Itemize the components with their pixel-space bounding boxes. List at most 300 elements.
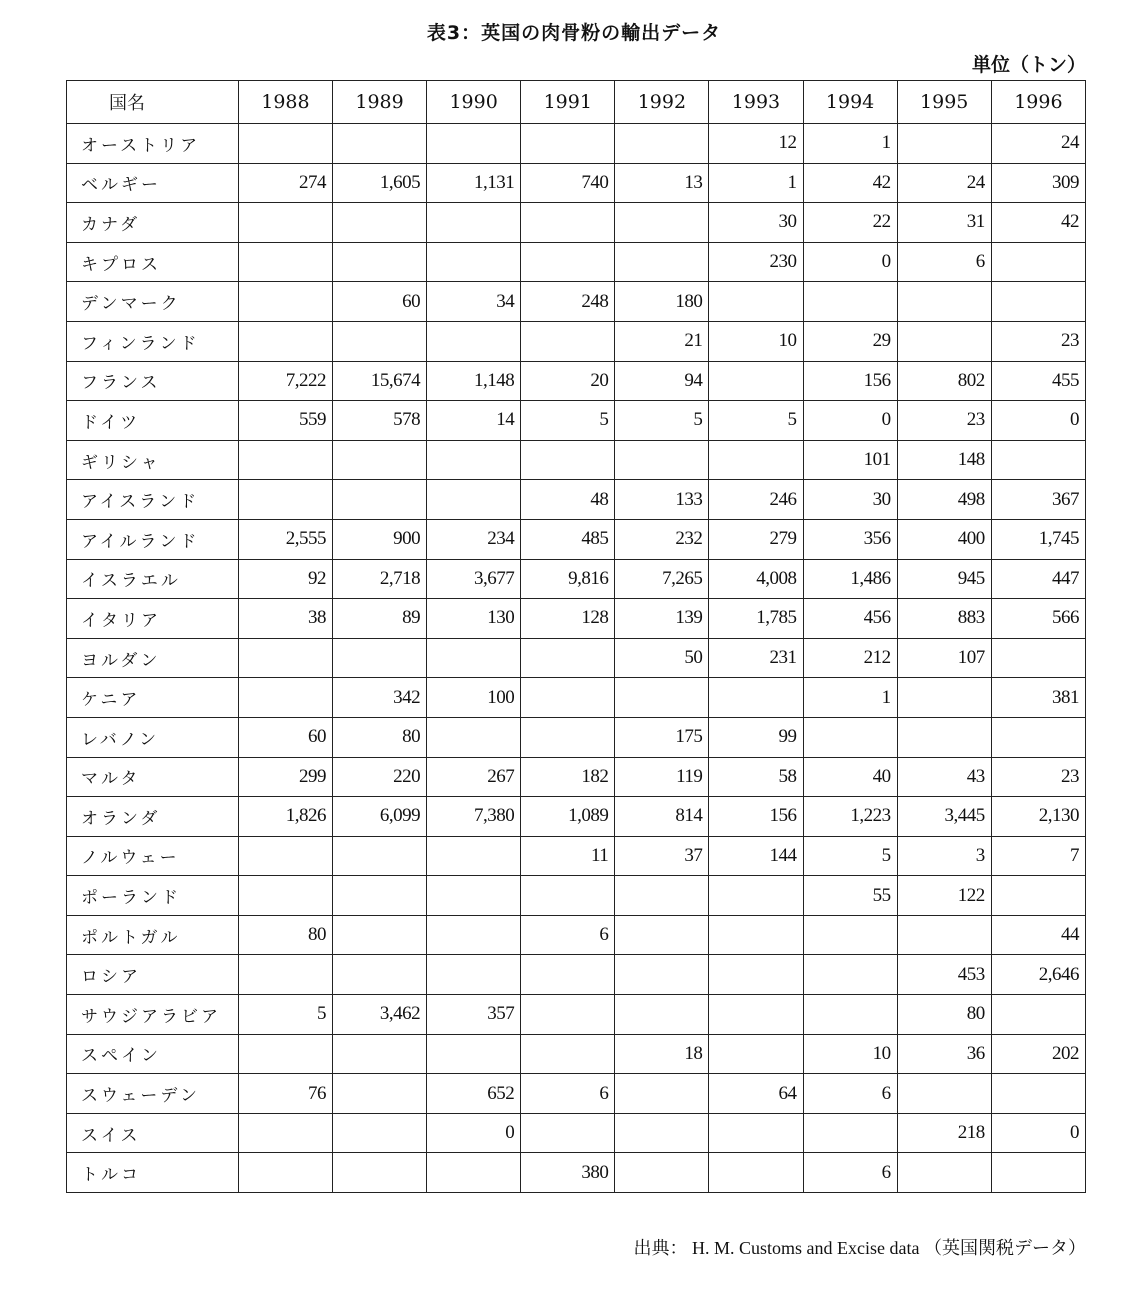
value-cell: 447 (991, 559, 1085, 599)
value-cell: 50 (615, 638, 709, 678)
value-cell: 14 (427, 401, 521, 441)
value-cell: 6 (803, 1074, 897, 1114)
value-cell (332, 876, 426, 916)
value-cell (427, 242, 521, 282)
value-cell (897, 1074, 991, 1114)
value-cell: 802 (897, 361, 991, 401)
value-cell: 381 (991, 678, 1085, 718)
value-cell (897, 321, 991, 361)
country-cell: レバノン (67, 717, 239, 757)
value-cell: 133 (615, 480, 709, 520)
value-cell (991, 1074, 1085, 1114)
value-cell (332, 440, 426, 480)
country-cell: ギリシャ (67, 440, 239, 480)
value-cell (332, 638, 426, 678)
value-cell: 11 (521, 836, 615, 876)
country-cell: スウェーデン (67, 1074, 239, 1114)
value-cell: 0 (803, 401, 897, 441)
value-cell (238, 1153, 332, 1193)
value-cell: 740 (521, 163, 615, 203)
value-cell: 144 (709, 836, 803, 876)
value-cell: 36 (897, 1034, 991, 1074)
value-cell: 7,380 (427, 797, 521, 837)
country-cell: ベルギー (67, 163, 239, 203)
value-cell: 6 (521, 1074, 615, 1114)
value-cell (427, 203, 521, 243)
value-cell (521, 242, 615, 282)
value-cell (521, 1034, 615, 1074)
country-column-header: 国名 (67, 81, 239, 124)
value-cell (427, 1034, 521, 1074)
value-cell: 7,265 (615, 559, 709, 599)
header-row (67, 81, 1086, 124)
value-cell: 80 (238, 915, 332, 955)
value-cell (991, 282, 1085, 322)
table-row (67, 678, 1086, 718)
value-cell: 64 (709, 1074, 803, 1114)
value-cell: 202 (991, 1034, 1085, 1074)
value-cell (991, 1153, 1085, 1193)
value-cell: 9,816 (521, 559, 615, 599)
value-cell (709, 915, 803, 955)
value-cell (897, 678, 991, 718)
value-cell: 230 (709, 242, 803, 282)
value-cell: 29 (803, 321, 897, 361)
table-row (67, 1034, 1086, 1074)
year-column-header: 1993 (709, 81, 803, 124)
value-cell (521, 678, 615, 718)
value-cell: 23 (897, 401, 991, 441)
table-row (67, 361, 1086, 401)
value-cell: 356 (803, 519, 897, 559)
value-cell: 2,130 (991, 797, 1085, 837)
value-cell: 58 (709, 757, 803, 797)
value-cell (238, 638, 332, 678)
value-cell (897, 915, 991, 955)
value-cell: 267 (427, 757, 521, 797)
table-row (67, 163, 1086, 203)
year-column-header: 1990 (427, 81, 521, 124)
country-cell: フランス (67, 361, 239, 401)
value-cell (427, 638, 521, 678)
year-column-header: 1989 (332, 81, 426, 124)
value-cell (238, 836, 332, 876)
country-cell: アイスランド (67, 480, 239, 520)
value-cell (803, 915, 897, 955)
value-cell (615, 203, 709, 243)
value-cell: 7,222 (238, 361, 332, 401)
value-cell: 94 (615, 361, 709, 401)
value-cell (521, 203, 615, 243)
value-cell: 23 (991, 757, 1085, 797)
value-cell (803, 1113, 897, 1153)
value-cell (332, 1113, 426, 1153)
value-cell: 55 (803, 876, 897, 916)
value-cell: 578 (332, 401, 426, 441)
value-cell: 485 (521, 519, 615, 559)
value-cell: 652 (427, 1074, 521, 1114)
value-cell: 279 (709, 519, 803, 559)
country-cell: オランダ (67, 797, 239, 837)
value-cell: 274 (238, 163, 332, 203)
value-cell (991, 995, 1085, 1035)
value-cell (427, 915, 521, 955)
value-cell: 2,718 (332, 559, 426, 599)
value-cell: 60 (332, 282, 426, 322)
value-cell: 234 (427, 519, 521, 559)
value-cell: 119 (615, 757, 709, 797)
value-cell (427, 876, 521, 916)
value-cell: 5 (803, 836, 897, 876)
value-cell: 309 (991, 163, 1085, 203)
value-cell: 248 (521, 282, 615, 322)
value-cell (991, 242, 1085, 282)
table-row (67, 876, 1086, 916)
table-body (67, 124, 1086, 1193)
country-cell: イタリア (67, 599, 239, 639)
value-cell: 24 (897, 163, 991, 203)
value-cell: 1 (803, 678, 897, 718)
value-cell: 2,555 (238, 519, 332, 559)
value-cell: 883 (897, 599, 991, 639)
value-cell: 43 (897, 757, 991, 797)
value-cell (332, 203, 426, 243)
value-cell (615, 124, 709, 164)
value-cell: 232 (615, 519, 709, 559)
value-cell: 130 (427, 599, 521, 639)
country-cell: スイス (67, 1113, 239, 1153)
value-cell (332, 955, 426, 995)
value-cell: 456 (803, 599, 897, 639)
value-cell: 10 (803, 1034, 897, 1074)
value-cell: 1,089 (521, 797, 615, 837)
value-cell: 5 (521, 401, 615, 441)
value-cell (615, 1074, 709, 1114)
value-cell: 24 (991, 124, 1085, 164)
table-row (67, 282, 1086, 322)
value-cell: 30 (803, 480, 897, 520)
country-cell: サウジアラビア (67, 995, 239, 1035)
table-row (67, 440, 1086, 480)
value-cell: 367 (991, 480, 1085, 520)
value-cell (521, 440, 615, 480)
table-row (67, 717, 1086, 757)
country-cell: デンマーク (67, 282, 239, 322)
value-cell (709, 1153, 803, 1193)
value-cell (427, 440, 521, 480)
value-cell (332, 915, 426, 955)
value-cell: 20 (521, 361, 615, 401)
table-row (67, 559, 1086, 599)
value-cell: 6,099 (332, 797, 426, 837)
value-cell: 148 (897, 440, 991, 480)
value-cell: 5 (709, 401, 803, 441)
value-cell: 212 (803, 638, 897, 678)
table-row (67, 321, 1086, 361)
unit-label: 単位（トン） (971, 54, 1086, 76)
value-cell: 1,148 (427, 361, 521, 401)
value-cell (521, 124, 615, 164)
value-cell: 1 (709, 163, 803, 203)
value-cell (238, 876, 332, 916)
value-cell: 12 (709, 124, 803, 164)
value-cell: 0 (427, 1113, 521, 1153)
value-cell: 342 (332, 678, 426, 718)
value-cell: 101 (803, 440, 897, 480)
table-row (67, 915, 1086, 955)
value-cell: 1,131 (427, 163, 521, 203)
value-cell (709, 995, 803, 1035)
table-row (67, 599, 1086, 639)
value-cell: 6 (521, 915, 615, 955)
value-cell (615, 1113, 709, 1153)
value-cell: 498 (897, 480, 991, 520)
value-cell (238, 678, 332, 718)
table-row (67, 836, 1086, 876)
value-cell (238, 1113, 332, 1153)
table-row (67, 757, 1086, 797)
country-cell: ポルトガル (67, 915, 239, 955)
year-column-header: 1996 (991, 81, 1085, 124)
value-cell: 1 (803, 124, 897, 164)
table-row (67, 797, 1086, 837)
year-column-header: 1992 (615, 81, 709, 124)
value-cell (427, 955, 521, 995)
country-cell: キプロス (67, 242, 239, 282)
country-cell: カナダ (67, 203, 239, 243)
value-cell (803, 282, 897, 322)
value-cell (615, 242, 709, 282)
country-cell: ヨルダン (67, 638, 239, 678)
source-note: 出典： H. M. Customs and Excise data （英国関税データ） (633, 1238, 1086, 1258)
value-cell (238, 282, 332, 322)
value-cell: 15,674 (332, 361, 426, 401)
value-cell: 566 (991, 599, 1085, 639)
value-cell (238, 955, 332, 995)
value-cell: 6 (897, 242, 991, 282)
value-cell (897, 282, 991, 322)
value-cell (238, 124, 332, 164)
value-cell (991, 876, 1085, 916)
value-cell (238, 1034, 332, 1074)
value-cell (991, 717, 1085, 757)
value-cell: 37 (615, 836, 709, 876)
value-cell: 6 (803, 1153, 897, 1193)
value-cell: 814 (615, 797, 709, 837)
table-row (67, 1074, 1086, 1114)
value-cell (521, 717, 615, 757)
value-cell: 156 (803, 361, 897, 401)
value-cell: 5 (615, 401, 709, 441)
value-cell: 455 (991, 361, 1085, 401)
value-cell: 1,605 (332, 163, 426, 203)
value-cell: 400 (897, 519, 991, 559)
value-cell: 5 (238, 995, 332, 1035)
year-column-header: 1988 (238, 81, 332, 124)
value-cell: 0 (991, 1113, 1085, 1153)
value-cell (521, 321, 615, 361)
value-cell: 38 (238, 599, 332, 639)
table-row (67, 1113, 1086, 1153)
value-cell: 80 (897, 995, 991, 1035)
value-cell: 380 (521, 1153, 615, 1193)
value-cell (427, 124, 521, 164)
value-cell (803, 955, 897, 995)
country-cell: ケニア (67, 678, 239, 718)
value-cell (615, 876, 709, 916)
value-cell: 21 (615, 321, 709, 361)
value-cell (332, 1074, 426, 1114)
value-cell (709, 955, 803, 995)
value-cell: 22 (803, 203, 897, 243)
value-cell (521, 876, 615, 916)
value-cell (427, 480, 521, 520)
value-cell: 180 (615, 282, 709, 322)
country-cell: スペイン (67, 1034, 239, 1074)
value-cell: 2,646 (991, 955, 1085, 995)
value-cell: 182 (521, 757, 615, 797)
value-cell: 1,486 (803, 559, 897, 599)
value-cell: 3 (897, 836, 991, 876)
value-cell: 80 (332, 717, 426, 757)
value-cell (238, 480, 332, 520)
value-cell: 1,745 (991, 519, 1085, 559)
value-cell: 900 (332, 519, 426, 559)
value-cell (709, 876, 803, 916)
table-row (67, 124, 1086, 164)
value-cell: 48 (521, 480, 615, 520)
value-cell: 139 (615, 599, 709, 639)
value-cell (615, 440, 709, 480)
value-cell (521, 638, 615, 678)
value-cell: 299 (238, 757, 332, 797)
value-cell: 92 (238, 559, 332, 599)
year-column-header: 1991 (521, 81, 615, 124)
country-cell: フィンランド (67, 321, 239, 361)
value-cell: 100 (427, 678, 521, 718)
value-cell (803, 717, 897, 757)
table-title: 表3：英国の肉骨粉の輸出データ (426, 22, 722, 44)
value-cell (615, 995, 709, 1035)
value-cell: 4,008 (709, 559, 803, 599)
value-cell (238, 440, 332, 480)
country-cell: ポーランド (67, 876, 239, 916)
value-cell (521, 955, 615, 995)
value-cell: 60 (238, 717, 332, 757)
value-cell: 220 (332, 757, 426, 797)
country-cell: アイルランド (67, 519, 239, 559)
value-cell (521, 995, 615, 1035)
value-cell (615, 678, 709, 718)
value-cell (709, 1034, 803, 1074)
value-cell: 44 (991, 915, 1085, 955)
value-cell: 89 (332, 599, 426, 639)
table-row (67, 638, 1086, 678)
value-cell: 128 (521, 599, 615, 639)
value-cell: 1,785 (709, 599, 803, 639)
value-cell: 23 (991, 321, 1085, 361)
value-cell (238, 242, 332, 282)
value-cell: 99 (709, 717, 803, 757)
value-cell: 1,223 (803, 797, 897, 837)
value-cell: 10 (709, 321, 803, 361)
value-cell: 3,445 (897, 797, 991, 837)
country-cell: イスラエル (67, 559, 239, 599)
value-cell (332, 242, 426, 282)
value-cell (991, 638, 1085, 678)
country-cell: ドイツ (67, 401, 239, 441)
value-cell: 156 (709, 797, 803, 837)
value-cell (615, 955, 709, 995)
value-cell: 7 (991, 836, 1085, 876)
value-cell (332, 480, 426, 520)
value-cell (803, 995, 897, 1035)
value-cell (427, 1153, 521, 1193)
value-cell (709, 440, 803, 480)
value-cell: 453 (897, 955, 991, 995)
value-cell (332, 321, 426, 361)
country-cell: オーストリア (67, 124, 239, 164)
country-cell: ノルウェー (67, 836, 239, 876)
value-cell: 945 (897, 559, 991, 599)
value-cell: 0 (991, 401, 1085, 441)
value-cell: 122 (897, 876, 991, 916)
value-cell: 246 (709, 480, 803, 520)
table-row (67, 1153, 1086, 1193)
value-cell (991, 440, 1085, 480)
value-cell: 559 (238, 401, 332, 441)
value-cell (332, 1034, 426, 1074)
value-cell (332, 1153, 426, 1193)
value-cell: 3,677 (427, 559, 521, 599)
value-cell: 13 (615, 163, 709, 203)
value-cell (427, 321, 521, 361)
country-cell: マルタ (67, 757, 239, 797)
value-cell: 107 (897, 638, 991, 678)
value-cell (709, 678, 803, 718)
value-cell: 0 (803, 242, 897, 282)
value-cell (427, 836, 521, 876)
table-row (67, 519, 1086, 559)
value-cell: 34 (427, 282, 521, 322)
value-cell (521, 1113, 615, 1153)
value-cell (897, 1153, 991, 1193)
value-cell (709, 361, 803, 401)
value-cell: 42 (803, 163, 897, 203)
value-cell: 40 (803, 757, 897, 797)
table-row (67, 995, 1086, 1035)
value-cell (709, 282, 803, 322)
value-cell (897, 717, 991, 757)
table-row (67, 480, 1086, 520)
value-cell: 357 (427, 995, 521, 1035)
year-column-header: 1994 (803, 81, 897, 124)
value-cell: 18 (615, 1034, 709, 1074)
value-cell (709, 1113, 803, 1153)
value-cell (615, 915, 709, 955)
year-column-header: 1995 (897, 81, 991, 124)
value-cell: 31 (897, 203, 991, 243)
value-cell: 30 (709, 203, 803, 243)
value-cell: 76 (238, 1074, 332, 1114)
value-cell: 218 (897, 1113, 991, 1153)
value-cell (238, 321, 332, 361)
export-data-table (66, 80, 1086, 1193)
value-cell: 231 (709, 638, 803, 678)
country-cell: トルコ (67, 1153, 239, 1193)
table-row (67, 242, 1086, 282)
table-row (67, 401, 1086, 441)
